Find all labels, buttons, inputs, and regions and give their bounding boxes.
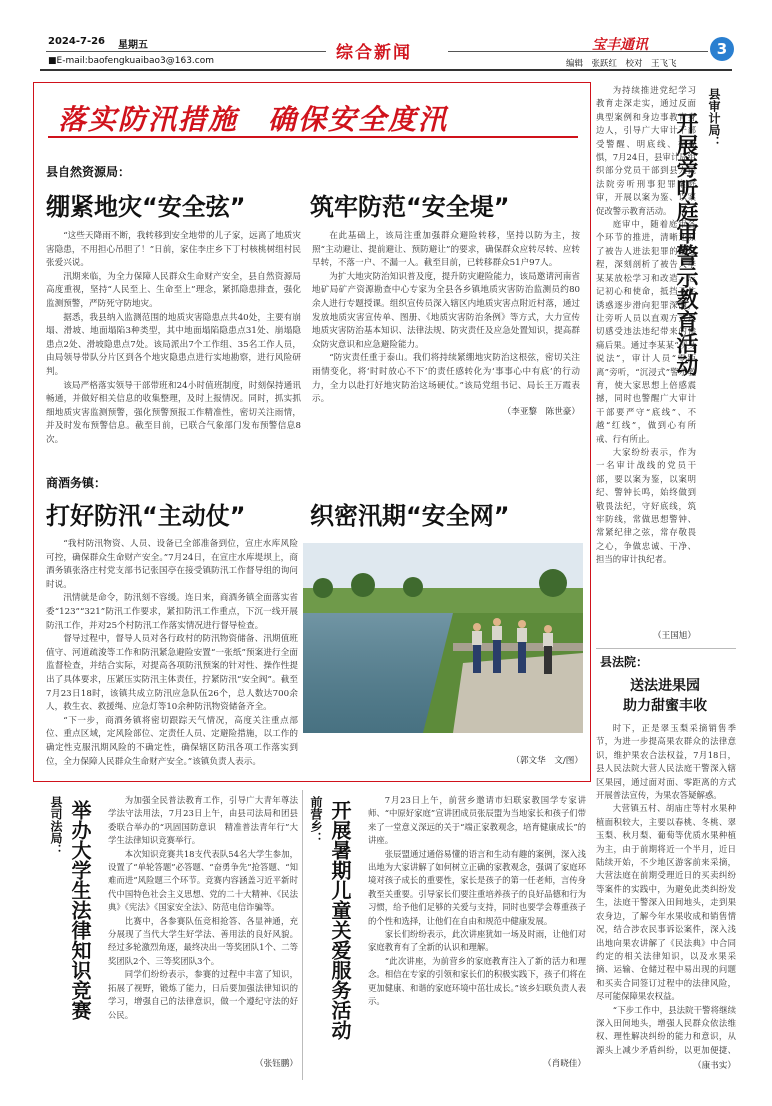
- story4-headline-line2: 助力甜蜜丰收: [623, 698, 707, 714]
- banner-title: 落实防汛措施 确保安全度汛: [58, 103, 449, 136]
- banner-underline: [48, 136, 578, 138]
- flood-inspection-photo: [303, 543, 583, 733]
- issue-date: 2024-7-26: [48, 36, 106, 47]
- story6-kicker: 前营乡：: [309, 796, 323, 844]
- story2-headline-right: 织密汛期“安全网”: [310, 502, 510, 530]
- flood-banner: [38, 96, 586, 136]
- email-square-icon: ■: [48, 56, 57, 66]
- editor-credits: 编辑 张跃红 校对 王飞飞: [566, 59, 677, 69]
- story1-col1: “这些天降雨不断，我转移到安全地带的儿子家，远离了地质灾害隐患，不用担心吊胆了！”日前，家住李庄乡下丁村核桃树组村民张爱兴说。 汛期来临，为全力保障人民群众生命财产安全，县自然资源局高度重视，坚持“人民至上、生命至上”理念，紧抓隐患排查，强化监测预警，严防死守防地灾。 据悉，我县纳入监测范围的地质灾害隐患点共40处，主要有崩塌、滑坡、地面塌陷3种类型，其中地面塌陷隐患点31处、崩塌隐患点2处、滑坡隐患点7处。该局派出7个工作组、35名工作人员，由局领导带队分片区到各个地灾隐患点进行实地勘察，进行风险研判。 该局严格落实领导干部带班和24小时值班制度，时刻保持通讯畅通，并做好相关信息的收集整理，及时上报情况。同时，抓实抓细地质灾害监测预警，强化预警预报工作精准性，密切关注雨情，并及时发布预警信息。截至目前，已联合气象部门发布预警信息8次。: [46, 231, 301, 445]
- issue-weekday: 星期五: [118, 40, 148, 51]
- story4-headline-line1: 送法进果园: [630, 678, 700, 694]
- header-rule-bottom: [40, 69, 732, 71]
- bottom-divider: [302, 790, 303, 1080]
- story2-col1: “我村防汛物资、人员、设备已全部准备到位，宣庄水库风险可控，确保群众生命财产安全。”7月24日，在宣庄水库堤坝上，商酒务镇张洛庄村党支部书记张国亭在接受镇防汛工作督导组的询问时说。 汛情就是命令，防汛刻不容缓。连日来，商酒务镇全面落实省委“123”“321”防汛工作要求，紧扣防汛工作重点，下沉一线开展防汛工作，并对25个村防汛工作落实情况进行督导检查。 督导过程中，督导人员对各行政村的防汛物资储备、汛期值班值守、河道疏浚等工作和防汛紧急避险安置“一张纸”预案进行全面监督检查，并结合实际，对提高各项防汛预案的针对性、操作性提出了具体要求，压紧压实防汛主体责任，拧紧防汛“安全阀”。截至7月23日18时，该镇共成立防汛应急队伍26个，总人数达700余人，救生衣、救援绳、应急灯等10余种防汛物资储备齐全。 “下一步，商酒务镇将密切跟踪天气情况，高度关注重点部位、重点区域，定风险部位、定责任人员、定避险措施，以工作的确定性克服汛期风险的不确定性，确保辖区防汛各项工作落实到位，全力保障人民群众生命财产安全。”该镇负责人表示。: [46, 539, 298, 767]
- story4-kicker: 县法院：: [600, 655, 649, 669]
- story6-author: （肖晓佳）: [543, 1059, 586, 1069]
- header-rule-left: [46, 51, 326, 52]
- story2-headline-left: 打好防汛“主动仗”: [46, 502, 246, 530]
- story3-body: 为持续推进党纪学习教育走深走实，通过反面典型案例和身边事教育身边人，引导广大审计干部受警醒、明底线、存戒惧，7月24日，县审计局组织部分党员干部到县人民法院旁听刑事犯罪案庭审，开展以案为鉴、以案促改警示教育活动。 庭审中，随着庭审各个环节的推进，清晰还原了被告人进法犯罪的全过程，深刻剖析了被告人李某某放松学习和改造、忘记初心和使命，抵挡不住诱惑逐步滑向犯罪深渊，让旁听人员以直观方式真切感受违法违纪带来的惨痛后果。通过李某某“现身说法”，审计人员“零距离”旁听，“沉浸式”警示教育，使大家思想上倍感震撼，同时也警醒广大审计干部要严守“底线”、不越“红线”，做到心有所戒、行有所止。 大家纷纷表示，作为一名审计战线的党员干部，要以案为鉴，以案明纪、警钟长鸣，始终做到敬畏法纪，守好底线，筑牢防线，常做思想警钟、常紧纪律之弦，常存敬畏之心，争做忠诚、干净、担当的审计执纪者。: [596, 85, 696, 565]
- story6-body: 7月23日上午，前营乡邀请市妇联家教国学专家讲师、“中原好家庭”宣讲团成员张辰盟为当地家长和孩子们带来了一堂意义深远的关于“端正家教观念，培育健康成长”的讲座。 张辰盟通过通俗易懂的语言和生动有趣的案例，深入浅出地为大家讲解了如何树立正确的家教观念，强调了家庭环境对孩子成长的重要性，家长是孩子的第一任老师，言传身教至关重要。引导家长们要注重培养孩子的良好品德和行为习惯，给予他们足够的关爱与支持，同时也要学会尊重孩子的个性和选择，让他们在自由和规范中健康发展。 家长们纷纷表示，此次讲座犹如一场及时雨，让他们对家庭教育有了全新的认识和理解。 “此次讲座，为前营乡的家庭教育注入了新的活力和理念。相信在专家的引领和家长们的积极实践下，孩子们将在更加健康、和谐的家庭环境中茁壮成长。”该乡妇联负责人表示。: [368, 795, 586, 1007]
- story1-kicker: 县自然资源局：: [46, 165, 131, 179]
- story5-kicker: 县司法局：: [49, 796, 63, 856]
- section-title: 综合新闻: [336, 43, 412, 63]
- story2-author: （郭文华 文/图）: [511, 756, 583, 766]
- story4-body: 时下，正是翠玉梨采摘销售季节，为进一步提高果农群众的法律意识，维护果农合法权益，7月18日，县人民法院大营人民法庭干警深入辖区果园，通过面对面、零距离的方式开展普法宣传，为果农答疑解惑。 大营镇五村、胡庙庄等村水果种植面积较大，主要以春桃、冬桃、翠玉梨、秋月梨、葡萄等优质水果种植为主，由于前期将近一个半月，近日陆续开始，不少地区游客前来采摘，大营法庭在前期受理近日的买卖纠纷等案件的实践中，为避免此类纠纷发生，法庭干警深入田间地头，走到果农身边，了解今年水果收成和销售情况，结合涉农民事诉讼案件，深入浅出地向果农讲解了《民法典》中合同约定的相关法律知识，以及水果采摘、运输、仓储过程中易出现的问题和买卖合同签订过程中的法律风险，尽可能保障果农权益。 “下步工作中，县法院干警将继续深入田间地头，增强人民群众依法维权、理性解决纠纷的能力和意识，从源头上减少矛盾纠纷，以更加便捷、: [596, 723, 736, 1055]
- story3-kicker: 县审计局：: [707, 88, 721, 148]
- contact-email: ■E-mail:baofengkuaibao3@163.com: [48, 56, 214, 66]
- story5-headline: 举办大学生法律知识竞赛: [68, 800, 92, 1020]
- header-rule-right: [448, 51, 708, 52]
- story4-author: （康书实）: [693, 1061, 736, 1071]
- story1-headline-right: 筑牢防范“安全堤”: [310, 193, 510, 221]
- story1-col2: 在此基础上，该局注重加强群众避险转移，坚持以防为主，按照“主动避让、提前避让、预防避让”的要求，确保群众应转尽转、应转早转，不落一户、不漏一人。截至目前，已转移群众51户97人。 为扩大地灾防治知识普及度，提升防灾避险能力，该局邀请河南省地矿局矿产资源勘查中心专家为全县各乡镇地质灾害防治监测员约80余人进行专题授课。组织宣传员深入辖区内地质灾害点附近村落，通过发放地质灾害宣传单、图册、《地质灾害防治条例》等方式，大力宣传地质灾害防治基本知识、法律法规、防灾责任及应急处置知识，提高群众防灾意识和应急避险能力。 “防灾责任重于泰山。我们将持续紧绷地灾防治这根弦，密切关注雨情变化，将‘时时放心不下’的责任感转化为‘事事心中有底’的行动力，全力以赴打好地灾防治这场硬仗。”该局党组书记、局长王万霞表示。: [312, 231, 580, 405]
- page-number-badge: 3: [710, 37, 734, 61]
- photo-illustration: [303, 543, 583, 733]
- story1-author: （李亚黎 陈世豪）: [502, 407, 580, 417]
- story5-author: （张钰鹏）: [255, 1059, 298, 1069]
- story5-body: 为加强全民普法教育工作，引导广大青年尊法学法守法用法，7月23日上午，由县司法局和团县委联合举办的“巩固国防意识 精准普法青年行”大学生法律知识竞赛举行。 本次知识竞赛共18支代表队54名大学生参加，设置了“单轮答题”必答题、“奋勇争先”抢答题、“知难而进”风险题三个环节。竞赛内容涵盖习近平新时代中国特色社会主义思想、党的二十大精神、《民法典》《宪法》《国家安全法》、防范电信诈骗等。 比赛中，各参赛队伍竞相抢答、各显神通，充分展现了当代大学生好学法、善用法的良好风貌。经过多轮激烈角逐，最终决出一等奖团队1个、二等奖团队2个、三等奖团队3个。 同学们纷纷表示，参赛的过程中丰富了知识，拓展了视野，锻炼了能力，日后要加强法律知识的学习，增强自己的法律意识，做一个遵纪守法的好公民。: [108, 795, 298, 1020]
- story3-author: （王国旭）: [653, 631, 696, 641]
- story2-kicker: 商酒务镇：: [46, 476, 107, 490]
- story1-headline-left: 绷紧地灾“安全弦”: [46, 193, 246, 221]
- right-divider: [596, 648, 736, 649]
- masthead-logo: 宝丰通讯: [592, 37, 648, 53]
- story3-headline: 开展旁听庭审警示教育活动: [673, 112, 698, 376]
- story6-headline: 开展暑期儿童关爱服务活动: [328, 800, 352, 1040]
